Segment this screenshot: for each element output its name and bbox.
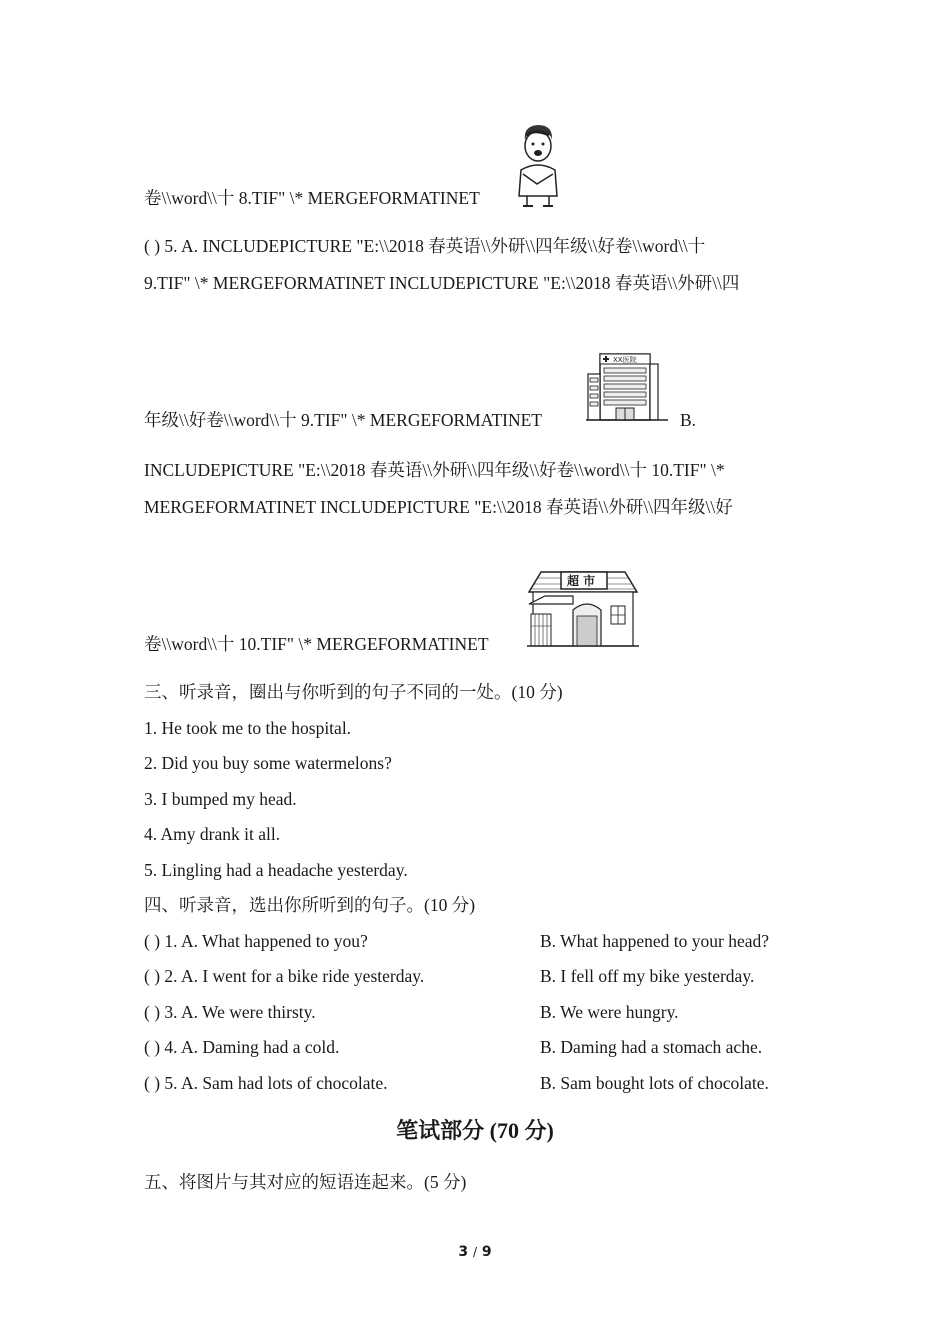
- page-number-separator: /: [472, 1245, 478, 1259]
- section4-heading: 四、听录音，选出你所听到的句子。(10 分): [144, 895, 476, 915]
- option-b: B. I fell off my bike yesterday.: [540, 966, 755, 986]
- section3-item: 4. Amy drank it all.: [144, 824, 281, 844]
- option-a: ( ) 1. A. What happened to you?: [144, 931, 368, 951]
- boy-illustration: [513, 122, 563, 208]
- section3-item: 2. Did you buy some watermelons?: [144, 753, 392, 773]
- page-number-total: 9: [481, 1244, 492, 1260]
- option-a: ( ) 4. A. Daming had a cold.: [144, 1037, 340, 1057]
- q5-line-5: MERGEFORMATINET INCLUDEPICTURE "E:\\2018 春英语\\外研\\四年级\\好: [144, 497, 733, 517]
- q5-line-3: 年级\\好卷\\word\\十 9.TIF" \* MERGEFORMATINET: [144, 410, 542, 430]
- option-a: ( ) 5. A. Sam had lots of chocolate.: [144, 1073, 388, 1093]
- q5-line-2: 9.TIF" \* MERGEFORMATINET INCLUDEPICTURE "E:\\2018 春英语\\外研\\四: [144, 273, 740, 293]
- option-b: B. What happened to your head?: [540, 931, 770, 951]
- supermarket-illustration: [527, 570, 639, 650]
- option-b: B. We were hungry.: [540, 1002, 679, 1022]
- written-part-title: 笔试部分 (70 分): [396, 1118, 554, 1143]
- q5-line-4: INCLUDEPICTURE "E:\\2018 春英语\\外研\\四年级\\好卷\\word\\十 10.TIF" \*: [144, 460, 725, 480]
- q5-line-1: ( ) 5. A. INCLUDEPICTURE "E:\\2018 春英语\\外研\\四年级\\好卷\\word\\十: [144, 236, 706, 256]
- section5-heading: 五、将图片与其对应的短语连起来。(5 分): [144, 1172, 467, 1192]
- section3-item: 1. He took me to the hospital.: [144, 718, 352, 738]
- hospital-illustration: [586, 350, 668, 426]
- supermarket-sign: 超 市: [567, 574, 596, 588]
- q5-line-6: 卷\\word\\十 10.TIF" \* MERGEFORMATINET: [144, 634, 489, 654]
- q4-image-field-code: 卷\\word\\十 8.TIF" \* MERGEFORMATINET: [144, 188, 480, 208]
- page-number: [0, 1244, 950, 1260]
- option-a: ( ) 3. A. We were thirsty.: [144, 1002, 316, 1022]
- hospital-sign: XX医院: [613, 356, 637, 364]
- section3-item: 5. Lingling had a headache yesterday.: [144, 860, 408, 880]
- option-a: ( ) 2. A. I went for a bike ride yesterday.: [144, 966, 425, 986]
- option-b: B. Sam bought lots of chocolate.: [540, 1073, 769, 1093]
- q5-option-b-label: B.: [680, 410, 697, 430]
- page-number-current: 3: [458, 1244, 469, 1260]
- option-b: B. Daming had a stomach ache.: [540, 1037, 763, 1057]
- section3-heading: 三、听录音，圈出与你听到的句子不同的一处。(10 分): [144, 682, 563, 702]
- section3-item: 3. I bumped my head.: [144, 789, 297, 809]
